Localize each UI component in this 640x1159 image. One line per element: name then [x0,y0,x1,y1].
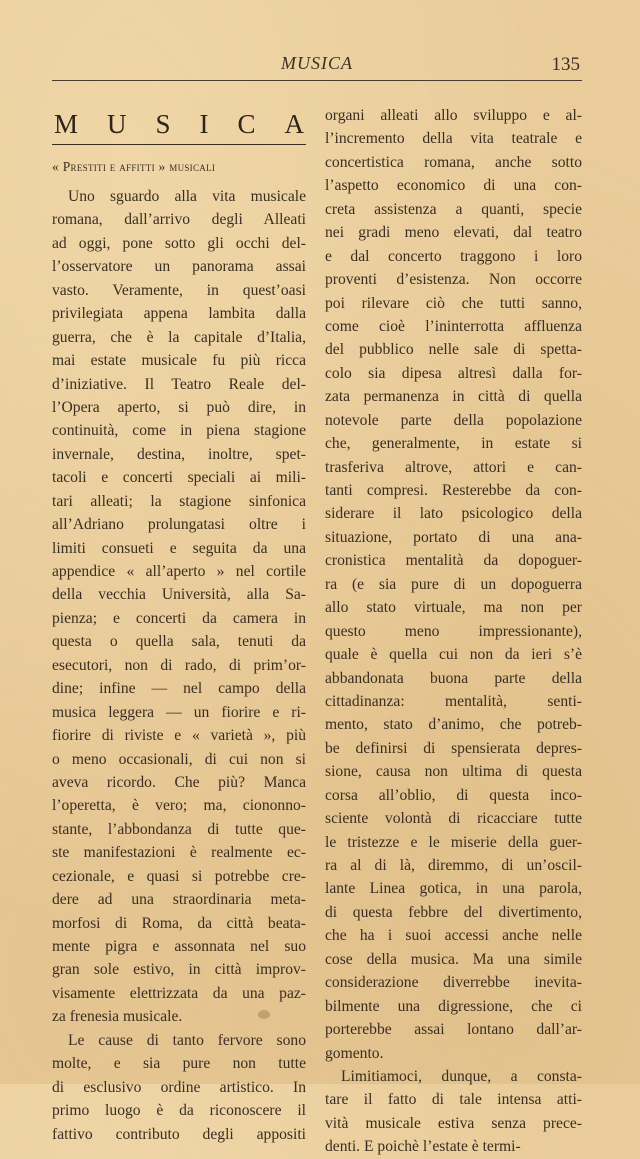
text-line: concertistica romana, anche sotto [325,153,582,171]
text-line: l’incremento della vita teatrale e [325,130,582,148]
text-line: fattivo contributo degli appositi [52,1125,306,1143]
text-line: gran sole estivo, in città improv- [52,961,306,979]
text-line: guerra, che è la capitale d’Italia, [52,328,306,346]
text-line: o meno occasionali, di cui non si [52,750,306,768]
text-line: quale è quella cui non da ieri s’è [325,646,582,664]
text-line: ste manifestazioni è realmente ec- [52,844,306,862]
text-line: d’iniziative. Il Teatro Reale del- [52,375,306,393]
text-line: porterebbe assai lontano dall’ar- [325,1021,582,1039]
text-line: cittadinanza: mentalità, senti- [325,692,582,710]
text-line: questa o quella sala, tenuti da [52,633,306,651]
text-line: limiti consueti e seguita da una [52,539,306,557]
text-line: corsa all’oblio, di questa inco- [325,786,582,804]
text-line: visamente elettrizzata da una paz- [52,984,306,1002]
text-line: situazione, portato di una ana- [325,528,582,546]
text-line: invernale, destina, inoltre, spet- [52,445,306,463]
text-line: come cioè l’ininterrotta affluenza [325,317,582,335]
text-line: poi rilevare ciò che tutti sanno, [325,294,582,312]
text-line: della vecchia Università, alla Sa- [52,586,306,604]
text-line: tare il fatto di tale intensa atti- [325,1091,582,1109]
text-line: trasferiva altrove, attori e can- [325,458,582,476]
text-line: aveva ricordo. Che più? Manca [52,773,306,791]
text-line: vità musicale estiva senza prece- [325,1114,582,1132]
text-line: dere ad una straordinaria meta- [52,891,306,909]
text-line: considerazione diverrebbe inevita- [325,974,582,992]
left-column-text [52,185,306,1146]
text-line: proventi d’esistenza. Non occorre [325,271,582,289]
text-line: pienza; e concerti da camera in [52,609,306,627]
running-head [52,50,582,81]
text-line: stante, l’abbondanza di tutte que- [52,820,306,838]
text-line: all’Adriano prolungatasi oltre i [52,516,306,534]
text-line: di esclusivo ordine artistico. In [52,1078,306,1096]
text-line: ra al di là, diremmo, di un’oscil- [325,857,582,874]
text-line: denti. E poichè l’estate è termi- [325,1138,521,1156]
text-line: tanti compresi. Resterebbe da con- [325,482,582,499]
text-line: e dal concerto traggono i loro [325,247,582,265]
text-line: che, generalmente, in estate si [325,435,582,453]
text-line: mente pigra e assonnata nel suo [52,938,306,955]
text-line: abbandonata buona parte della [325,669,582,687]
text-line: dine; infine — nel campo della [52,680,306,698]
heading-letter: S [155,109,171,139]
text-line: primo luogo è da riconoscere il [52,1102,306,1120]
heading-letter: I [199,109,209,139]
article-subheading: « Prestiti e affitti » musicali [52,159,216,174]
text-line: l’operetta, è vero; ma, ciononno- [52,797,306,815]
paper-stain [258,1010,270,1019]
text-line: l’osservatore un panorama assai [52,258,306,276]
text-line: che ha i suoi accessi anche nelle [325,927,582,945]
text-line: lante Linea gotica, in una parola, [325,880,582,898]
text-line: notevole parte della popolazione [325,411,582,429]
text-line: privilegiata appena lambita dalla [52,305,306,323]
text-line: siderare il lato psicologico della [325,505,582,523]
text-line: allo stato virtuale, ma non per [325,599,582,617]
right-column [325,104,582,1159]
text-line: le tristezze e le miserie della guer- [325,833,582,851]
text-line: Limitiamoci, dunque, a consta- [341,1067,582,1085]
text-line: gomento. [325,1044,384,1062]
text-line: esecutori, non di rado, di prim’or- [52,656,306,674]
text-line: ad oggi, pone sotto gli occhi del- [52,234,306,252]
text-line: vasto. Veramente, in quest’oasi [52,281,306,299]
text-line: za frenesia musicale. [52,1008,183,1026]
text-line: Le cause di tanto fervore sono [68,1031,306,1049]
text-line: romana, dall’arrivo degli Alleati [52,211,306,229]
text-line: cronistica mentalità da dopoguer- [325,552,582,570]
text-line: Uno sguardo alla vita musicale [68,188,306,205]
text-line: musica leggera — un fiorire e ri- [52,703,306,721]
left-column [52,104,306,1146]
text-line: tari alleati; la stagione sinfonica [52,492,306,510]
heading-letter: C [237,109,256,139]
text-line: bilmente una digressione, che ci [325,997,582,1015]
text-line: creta assistenza a quanti, specie [325,200,582,218]
text-line: molte, e sia pure non tutte [52,1055,306,1073]
text-line: ra (e sia pure di un dopoguerra [325,575,582,593]
heading-letter: M [54,109,79,139]
text-line: cose della musica. Ma una simile [325,950,582,968]
text-line: morfosi di Roma, da città beata- [52,914,306,932]
running-title: MUSICA [281,53,353,73]
text-line: mento, stato d’animo, che potreb- [325,716,582,734]
text-line: cezionale, e quasi si potrebbe cre- [52,867,306,885]
page-number: 135 [551,54,580,75]
right-column-text [325,104,582,1159]
text-line: mai estate musicale fu più ricca [52,352,306,370]
text-line: sione, causa non ultima di questa [325,763,582,781]
text-line: fiorire di riviste e « varietà », più [52,727,306,745]
text-line: questo meno impressionante), [325,622,582,640]
text-line: appendice « all’aperto » nel cortile [52,563,306,580]
article-heading [52,107,306,145]
text-line: sciente volontà di ricacciare tutte [325,810,582,828]
heading-letter: A [284,109,304,139]
text-line: del pubblico nelle sale di spetta- [325,341,582,359]
text-line: zata permanenza in città di quella [325,388,582,406]
text-line: be definirsi di spensierata depres- [325,739,582,757]
text-line: tacoli e concerti speciali ai mili- [52,469,306,487]
text-line: nei gradi meno elevati, dal teatro [325,224,582,242]
heading-letter: U [107,109,127,139]
text-line: continuità, come in piena stagione [52,422,306,440]
text-line: organi alleati allo sviluppo e al- [325,107,582,124]
text-line: l’Opera aperto, si può dire, in [52,398,306,416]
text-line: di questa febbre del divertimento, [325,903,582,921]
text-line: l’aspetto economico di una con- [325,177,582,195]
text-line: colo sia dipesa altresì dalla for- [325,364,582,382]
